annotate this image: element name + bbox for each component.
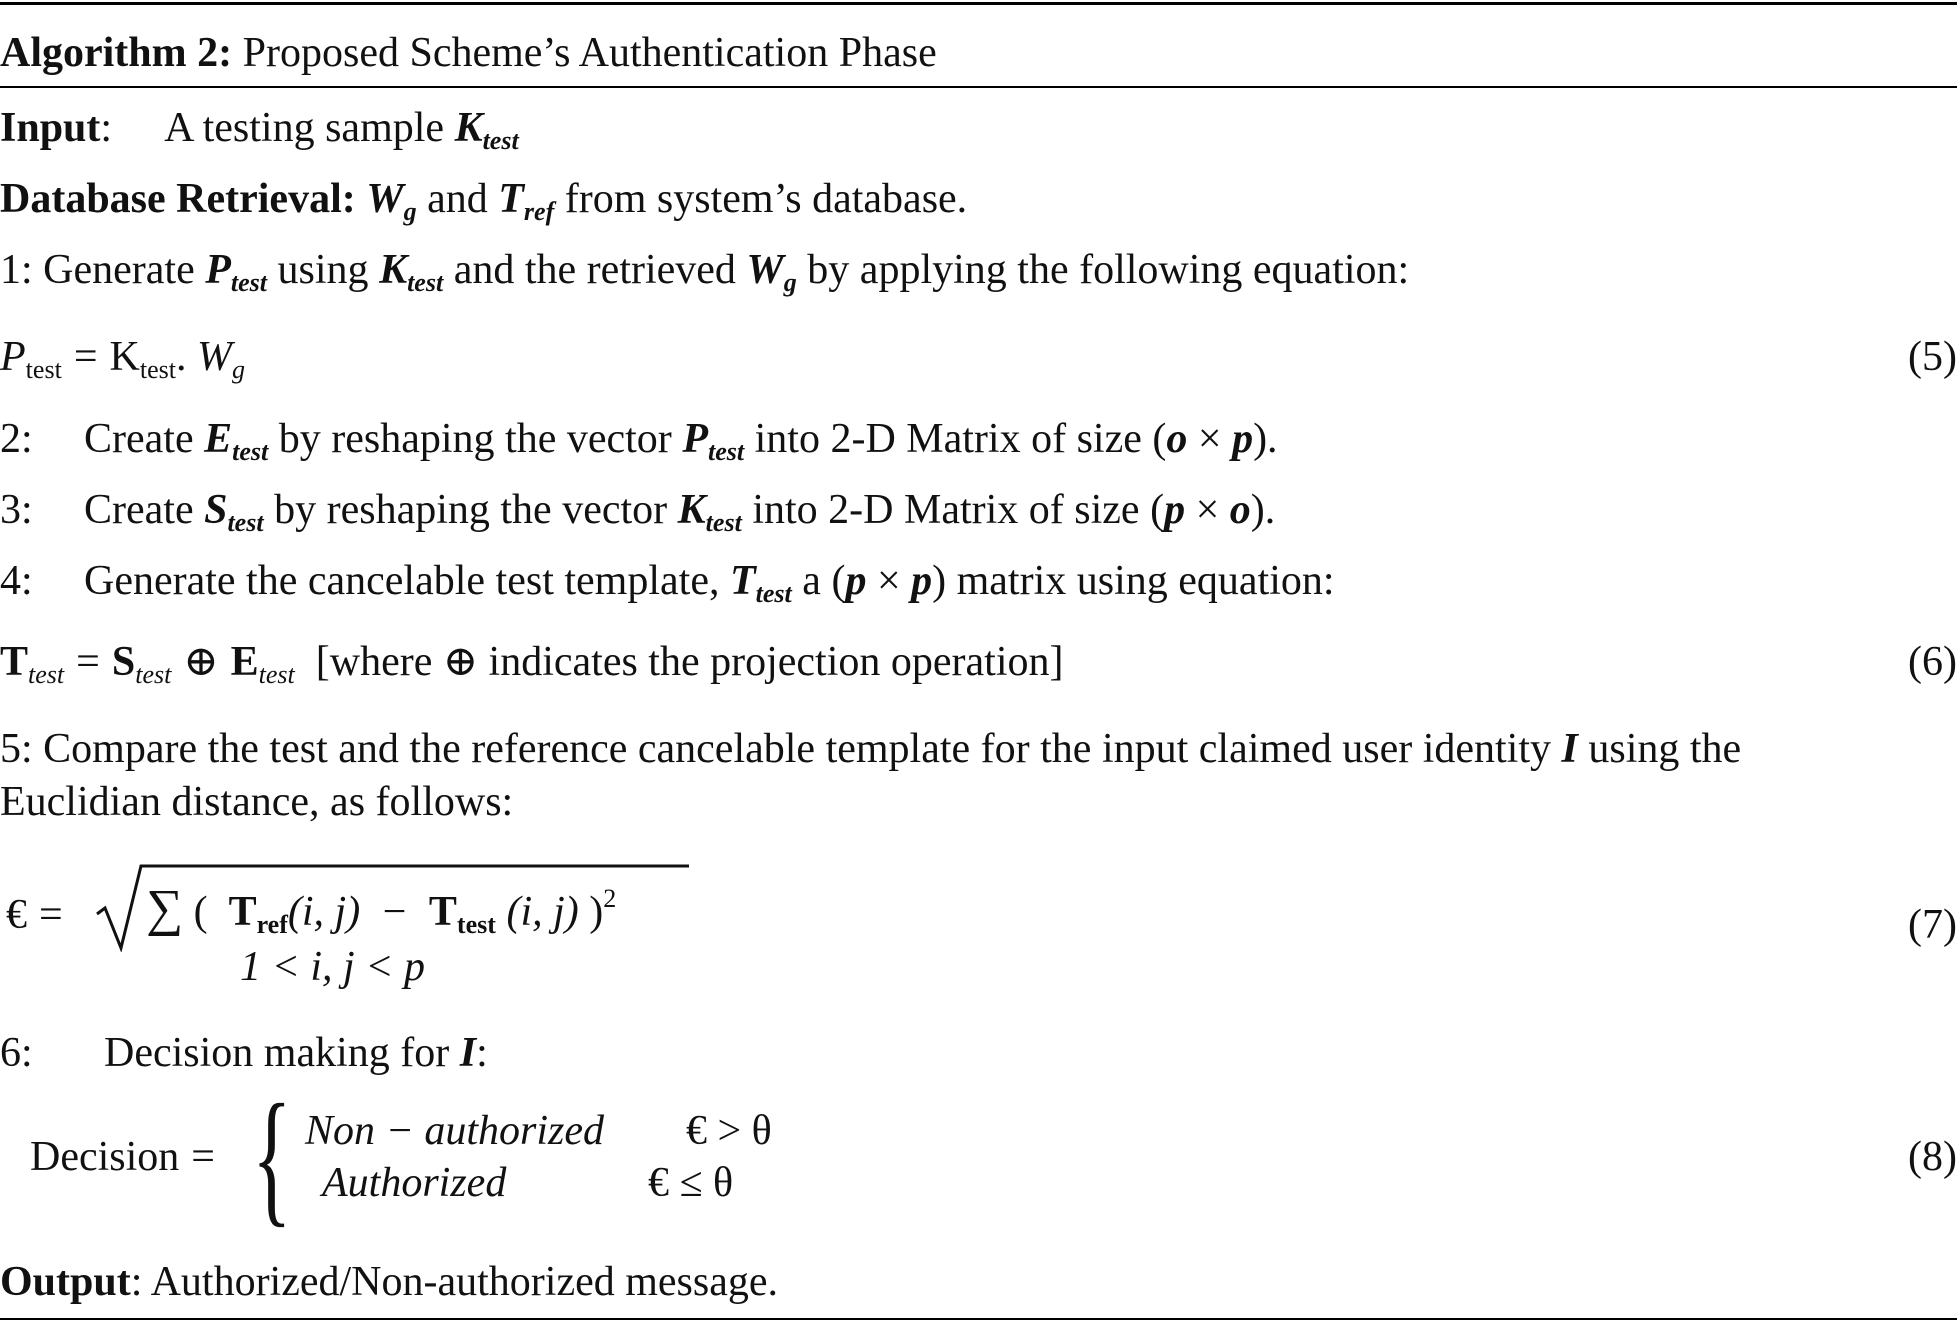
eq6-lhs: T: [0, 639, 29, 685]
step-3-text-1: Create: [84, 487, 194, 533]
step-5: [0, 724, 1957, 774]
eq8-brace: {: [252, 1074, 292, 1240]
step-2-text-4: ).: [1253, 416, 1278, 462]
step-2: [0, 414, 1957, 464]
step-3-size-a: p: [1164, 487, 1186, 533]
step-6-var-i: I: [459, 1030, 477, 1076]
step-2-var-e: $E_{test}$: [204, 416, 269, 466]
step-3-number: 3:: [0, 487, 33, 533]
step-3-size-b: o: [1229, 487, 1251, 533]
step-1: [0, 245, 1957, 295]
step-2-text-1: Create: [84, 416, 194, 462]
eq6-s-sub: test: [135, 659, 172, 689]
equation-7: [0, 850, 1957, 1000]
step-3-var-s: $S_{test}$: [204, 487, 264, 537]
eq7-tref-sub: ref: [256, 909, 288, 939]
step-1-text-2: using: [277, 247, 369, 293]
step-5-continued: [0, 777, 1957, 827]
step-1-var-p: $P_{test}$: [205, 247, 268, 297]
step-2-number: 2:: [0, 416, 33, 462]
eq5-number: (5): [1908, 334, 1957, 380]
eq6-number: (6): [1908, 639, 1957, 685]
eq5-w: W: [197, 334, 232, 380]
step-1-text-3: and the retrieved: [453, 247, 736, 293]
step-4-size-a: p: [845, 558, 867, 604]
eq5-k: K: [109, 334, 140, 380]
step-6-text-2: :: [476, 1030, 488, 1076]
step-2-times: ×: [1197, 416, 1222, 462]
database-var-w: $W_g$: [366, 176, 417, 226]
step-1-number: 1:: [0, 247, 33, 293]
step-3-text-2: by reshaping the vector: [274, 487, 668, 533]
step-5-number: 5:: [0, 726, 33, 772]
eq7-sum: ∑: [146, 880, 184, 937]
eq5-lhs: P: [0, 334, 26, 380]
eq8-condition-2: € ≤ θ: [648, 1160, 734, 1206]
bottom-rule: [0, 1318, 1957, 1320]
step-3-text-4: ).: [1250, 487, 1276, 533]
step-5-text-2: using the: [1588, 726, 1742, 772]
database-and: and: [427, 176, 488, 222]
step-3-var-k: $K_{test}$: [677, 487, 742, 537]
eq6-e: E: [230, 639, 259, 685]
top-rule: [0, 2, 1957, 5]
step-6-text-1: Decision making for: [104, 1030, 450, 1076]
input-line: Input: A testing sample $K_{test}$: [0, 105, 519, 155]
step-4-var-t: $T_{test}$: [729, 558, 792, 608]
eq7-limits: 1 < i, j < p: [240, 944, 426, 990]
eq7-args-1: (i, j): [287, 889, 361, 935]
eq6-oplus: ⊕: [183, 639, 219, 685]
algorithm-label: Algorithm 2:: [0, 30, 233, 76]
eq7-ttest: T: [428, 889, 457, 935]
eq5-k-sub: test: [139, 354, 176, 384]
eq7-ttest-sub: test: [456, 909, 496, 939]
database-label: Database Retrieval:: [0, 176, 356, 222]
step-2-text-2: by reshaping the vector: [278, 416, 672, 462]
eq7-open-paren: (: [193, 889, 208, 935]
equation-6: [0, 637, 1957, 687]
eq7-power: 2: [603, 883, 617, 913]
step-4-text-3: ) matrix using equation:: [932, 558, 1335, 604]
eq8-equals: =: [191, 1134, 215, 1180]
step-3: [0, 485, 1957, 535]
eq6-note: [where ⊕ indicates the projection operation]: [315, 639, 1064, 685]
eq7-tref: T: [228, 889, 257, 935]
eq8-number: (8): [1908, 1134, 1957, 1180]
step-5-text-3: Euclidian distance, as follows:: [0, 779, 514, 825]
step-1-text-1: Generate: [43, 247, 195, 293]
step-4-size-b: p: [911, 558, 933, 604]
step-2-size-a: o: [1166, 416, 1188, 462]
algorithm-title: [0, 28, 1957, 78]
eq7-number: (7): [1908, 902, 1957, 948]
eq8-case-2: Authorized: [322, 1160, 507, 1206]
eq5-equals: =: [73, 334, 98, 380]
step-2-text-3: into 2-D Matrix of size (: [754, 416, 1167, 462]
step-4-number: 4:: [0, 558, 33, 604]
eq8-lhs: Decision: [30, 1134, 180, 1180]
eq8-condition-1: € > θ: [686, 1108, 772, 1154]
step-2-var-p: $P_{test}$: [682, 416, 745, 466]
output-label: Output: [0, 1259, 131, 1305]
eq7-lhs: €: [6, 892, 27, 938]
output-text: : Authorized/Non-authorized message.: [130, 1259, 779, 1305]
eq5-dot: .: [176, 334, 187, 380]
step-1-var-k: $K_{test}$: [379, 247, 444, 297]
eq7-equals: =: [39, 892, 63, 938]
input-label: Input: [0, 105, 101, 151]
eq6-lhs-sub: test: [28, 659, 65, 689]
eq5-lhs-sub: test: [25, 354, 62, 384]
eq5-w-sub: g: [232, 354, 246, 384]
database-line: [0, 174, 1957, 224]
eq7-args-2: (i, j): [506, 889, 579, 935]
database-var-t: $T_{ref}$: [498, 176, 555, 226]
input-text: A testing sample: [164, 105, 445, 151]
step-5-var-i: I: [1561, 726, 1578, 772]
step-4-times: ×: [876, 558, 901, 604]
step-2-size-b: p: [1232, 416, 1254, 462]
step-3-times: ×: [1195, 487, 1220, 533]
eq6-s: S: [111, 639, 136, 685]
equation-8: [0, 1074, 1957, 1240]
eq6-equals: =: [76, 639, 100, 685]
step-4-text-2: a (: [802, 558, 846, 604]
output-line: [0, 1257, 1957, 1307]
step-1-text-4: by applying the following equation:: [807, 247, 1410, 293]
title-rule: [0, 86, 1957, 88]
algorithm-title-text: Proposed Scheme’s Authentication Phase: [242, 30, 937, 76]
step-4: [0, 556, 1957, 606]
step-3-text-3: into 2-D Matrix of size (: [752, 487, 1165, 533]
step-4-text-1: Generate the cancelable test template,: [84, 558, 720, 604]
database-text: from system’s database.: [564, 176, 968, 222]
eq7-close-paren: ): [589, 889, 604, 935]
step-5-text-1: Compare the test and the reference cancelable template for the input claimed user identity: [43, 726, 1552, 772]
eq6-e-sub: test: [258, 659, 295, 689]
equation-5: [0, 332, 1957, 382]
step-1-var-w: $W_g$: [746, 247, 797, 297]
step-6-number: 6:: [0, 1030, 33, 1076]
eq7-minus: −: [382, 889, 407, 935]
input-var: $K_{test}$: [454, 105, 519, 155]
eq8-case-1: Non − authorized: [305, 1108, 605, 1154]
step-6: [0, 1028, 1957, 1078]
